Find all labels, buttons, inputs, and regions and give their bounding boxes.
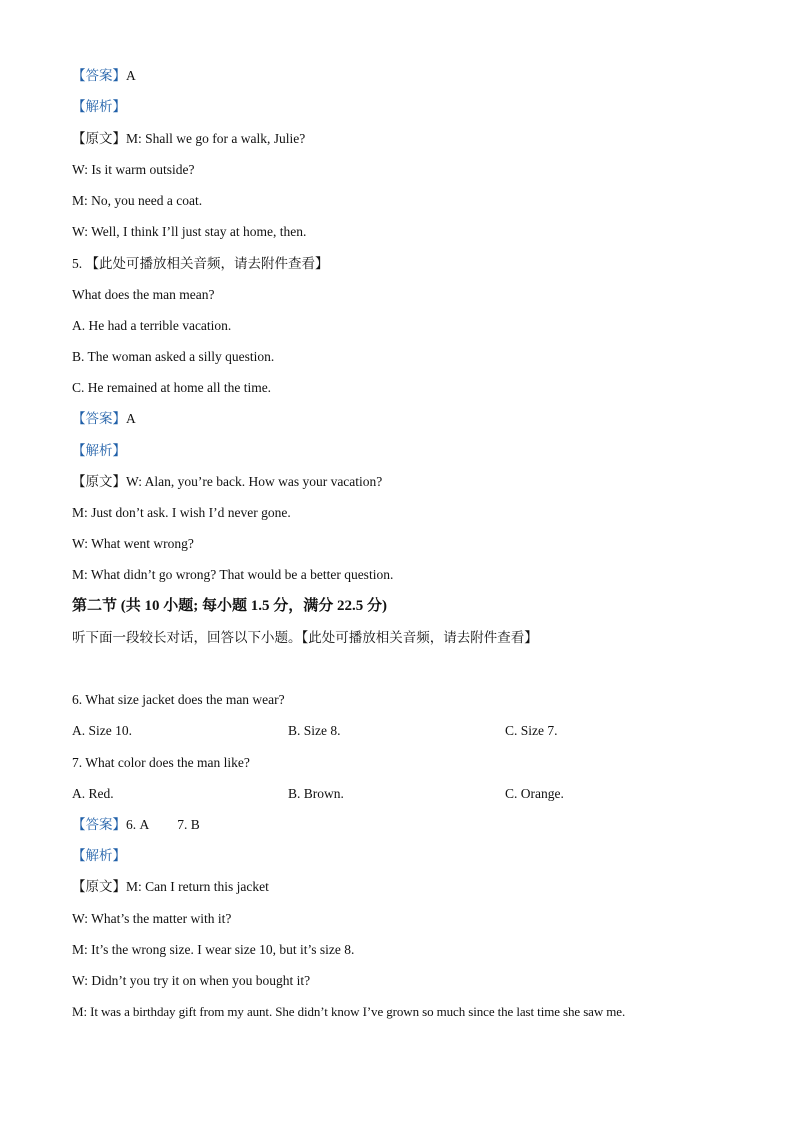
section-title: 第二节 (共 10 小题; 每小题 1.5 分，满分 22.5 分) [72,598,387,614]
answer-line [72,67,136,85]
question-7-option-a: A. Red. [72,786,114,801]
answer-tag: 【答案】 [72,68,126,83]
question-7-text: 7. What color does the man like? [72,755,250,770]
question-5-text: What does the man mean? [72,287,215,302]
original-tag: 【原文】 [72,131,126,146]
original-line [72,130,305,148]
answer-line [72,410,136,428]
question-6-text: 6. What size jacket does the man wear? [72,692,285,707]
answer-value: A [126,68,136,83]
dialogue-line: W: What went wrong? [72,536,194,551]
answer-value: A [126,411,136,426]
question-6-option-a: A. Size 10. [72,723,132,738]
question-7-option-c: C. Orange. [505,786,564,801]
dialogue-line: W: Well, I think I’ll just stay at home, then. [72,224,307,239]
question-6-option-b: B. Size 8. [288,723,341,738]
dialogue-line: W: Is it warm outside? [72,162,195,177]
original-tag: 【原文】 [72,474,126,489]
analysis-tag: 【解析】 [72,443,126,458]
dialogue-line: M: Shall we go for a walk, Julie? [126,131,306,146]
answer-tag: 【答案】 [72,817,126,832]
question-5-option-a: A. He had a terrible vacation. [72,318,232,333]
answer-value-6: 6. A [126,817,150,832]
analysis-tag: 【解析】 [72,99,126,114]
dialogue-line: M: Can I return this jacket [126,879,269,894]
dialogue-line: W: What’s the matter with it? [72,911,232,926]
analysis-tag: 【解析】 [72,848,126,863]
answer-value-7: 7. B [177,817,200,832]
original-line [72,878,269,896]
question-7-option-b: B. Brown. [288,786,344,801]
question-5-option-b: B. The woman asked a silly question. [72,349,275,364]
dialogue-line: W: Alan, you’re back. How was your vacation? [126,474,383,489]
section-instruction: 听下面一段较长对话，回答以下小题。【此处可播放相关音频，请去附件查看】 [72,630,538,645]
question-5-option-c: C. He remained at home all the time. [72,380,272,395]
dialogue-line: W: Didn’t you try it on when you bought it? [72,973,311,988]
answer-tag: 【答案】 [72,411,126,426]
answer-line [72,816,200,834]
original-tag: 【原文】 [72,879,126,894]
question-6-option-c: C. Size 7. [505,723,558,738]
dialogue-line: M: What didn’t go wrong? That would be a better question. [72,567,394,582]
dialogue-line: M: No, you need a coat. [72,193,203,208]
dialogue-line: M: It’s the wrong size. I wear size 10, but it’s size 8. [72,942,355,957]
question-5-prompt: 5. 【此处可播放相关音频，请去附件查看】 [72,256,329,271]
dialogue-line: M: Just don’t ask. I wish I’d never gone. [72,505,291,520]
dialogue-line: M: It was a birthday gift from my aunt. She didn’t know I’ve grown so much since the last time she saw me. [72,1004,626,1019]
original-line [72,473,382,491]
